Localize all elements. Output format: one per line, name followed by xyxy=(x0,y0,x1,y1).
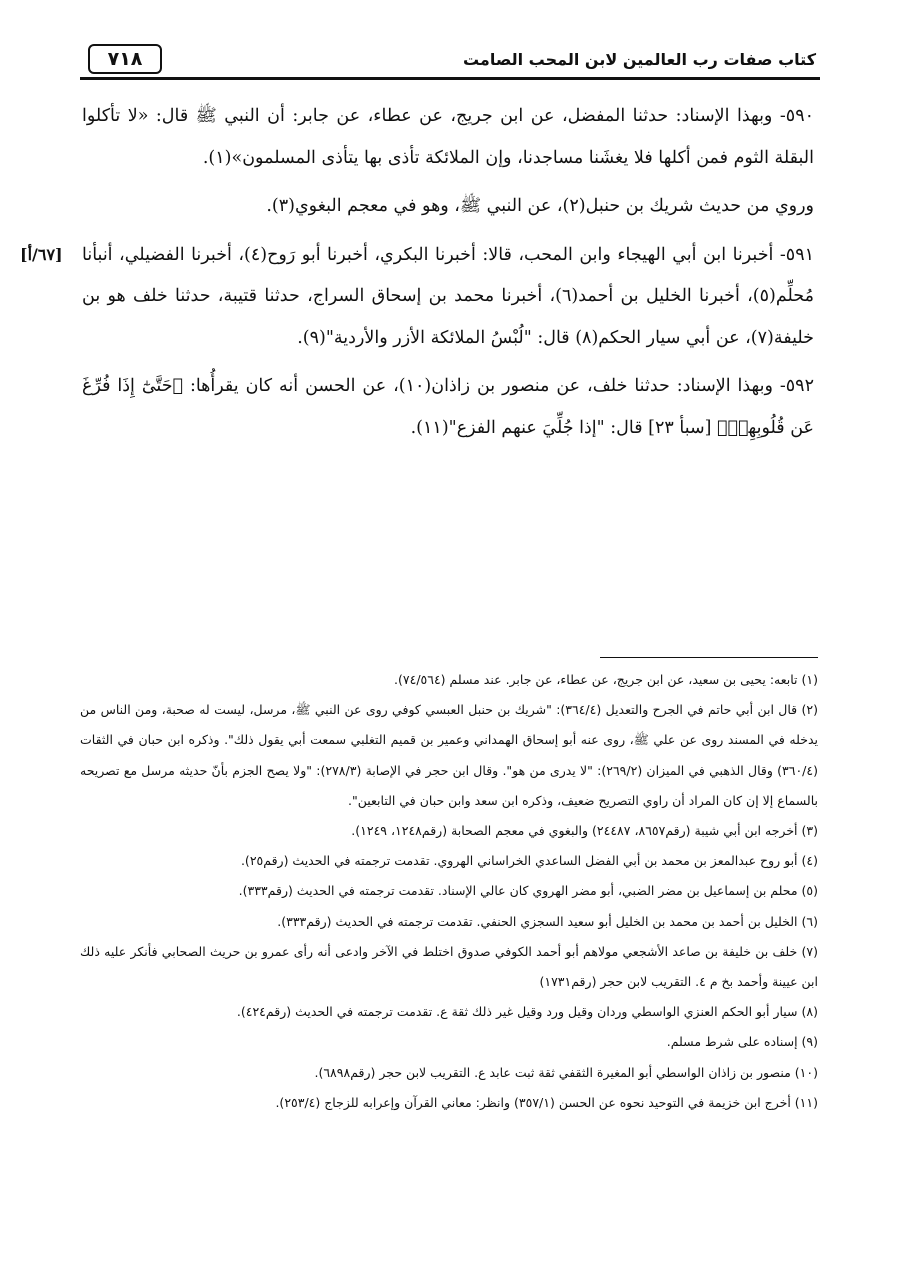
hadith-590: ٥٩٠- وبهذا الإسناد: حدثنا المفضل، عن ابن جريج، عن عطاء، عن جابر: أن النبي ﷺ قال: «لا تأكلوا البقلة الثوم فمن أكلها فلا يغشَنا مساجدنا، وإن الملائكة تأذى بها يتأذى المسلمون»(١). xyxy=(82,106,814,168)
main-text xyxy=(82,96,814,456)
footnote-1: (١) تابعه: يحيى بن سعيد، عن ابن جريج، عن عطاء، عن جابر. عند مسلم (٧٤/٥٦٤). xyxy=(394,672,818,687)
footnote-11: (١١) أخرج ابن خزيمة في التوحيد نحوه عن الحسن (٣٥٧/١) وانظر: معاني القرآن وإعرابه للزجاج (٢٥٣/٤). xyxy=(275,1094,818,1110)
hadith-592: ٥٩٢- وبهذا الإسناد: حدثنا خلف، عن منصور بن زاذان(١٠)، عن الحسن أنه كان يقرأُها: ﴿حَتَّىٰٓ إِذَا فُرِّغَ عَن قُلُوبِهِمۡ﴾ [سبأ ٢٣] قال: "إذا جُلِّيَ عنهم الفزع"(١١). xyxy=(82,376,814,438)
page-number: ٧١٨ xyxy=(88,44,162,74)
running-title: كتاب صفات رب العالمين لابن المحب الصامت xyxy=(462,50,816,69)
page-header xyxy=(80,38,820,80)
footnote-6: (٦) الخليل بن أحمد بن محمد بن الخليل أبو سعيد السجزي الحنفي. تقدمت ترجمته في الحديث (رقم٣٣٣). xyxy=(277,913,818,929)
header-rule xyxy=(80,77,820,80)
footnote-8: (٨) سيار أبو الحكم العنزي الواسطي وردان وقيل ورد وقيل غير ذلك ثقة ع. تقدمت ترجمته في الحديث (رقم٤٢٤). xyxy=(236,1004,818,1020)
hadith-591: ٥٩١- أخبرنا ابن أبي الهيجاء وابن المحب، قالا: أخبرنا البكري، أخبرنا أبو رَوح(٤)، أخبرنا الفضيلي، أنبأنا مُحلِّم(٥)، أخبرنا الخليل بن أحمد(٦)، أخبرنا محمد بن إسحاق السراج، حدثنا قتيبة، حدثنا خلف هو بن خليفة(٧)، عن أبي سيار الحكم(٨) قال: "لُبْسُ الملائكة الأزر والأردية"(٩). xyxy=(82,244,814,348)
footnote-3: (٣) أخرجه ابن أبي شيبة (رقم٨٦٥٧، ٢٤٤٨٧) والبغوي في معجم الصحابة (رقم١٢٤٨، ١٢٤٩). xyxy=(351,823,818,839)
footnote-separator xyxy=(600,657,818,658)
footnote-5: (٥) محلم بن إسماعيل بن مضر الضبي، أبو مضر الهروي كان عالي الإسناد. تقدمت ترجمته في الحديث (رقم٣٣٣). xyxy=(238,883,818,899)
footnote-9: (٩) إسناده على شرط مسلم. xyxy=(666,1034,818,1050)
footnote-4: (٤) أبو روح عبدالمعز بن محمد بن أبي الفضل الساعدي الخراساني الهروي. تقدمت ترجمته في الحديث (رقم٢٥). xyxy=(240,853,818,869)
note-sharik: وروي من حديث شريك بن حنبل(٢)، عن النبي ﷺ، وهو في معجم البغوي(٣). xyxy=(266,196,814,216)
footnote-2: (٢) قال ابن أبي حاتم في الجرح والتعديل (٣٦٤/٤): "شريك بن حنبل العبسي كوفي روى عن النبي ﷺ، مرسل، ليست له صحبة، ومن الناس من يدخله في المسند روى عن علي ﷺ، روى عنه أبو إسحاق الهمداني وعمير بن قميم التغلبي سمعت أبي يقول ذلك". وذكره ابن حبان في الثقات (٣٦٠/٤) وقال الذهبي في الميزان (٢٦٩/٢): "لا يدرى من هو". وقال ابن حجر في الإصابة (٢٧٨/٣): "ولا يصح الجزم بأنّ حديثه مرسل مع تصريحه بالسماع إلا إن كان المراد أن راوي التصريح ضعيف، وذكره ابن سعد وابن حبان في التابعين". xyxy=(80,702,818,808)
manuscript-folio-marker: [٦٧/أ] xyxy=(20,245,63,264)
footnote-7: (٧) خلف بن خليفة بن صاعد الأشجعي مولاهم أبو أحمد الكوفي صدوق اختلط في الآخر وادعى أنه رأى عمرو بن حريث الصحابي فأنكر عليه ذلك ابن عيينة وأحمد بخ م ٤. التقريب لابن حجر (رقم١٧٣١) xyxy=(80,943,818,990)
footnotes xyxy=(80,665,818,1118)
footnote-10: (١٠) منصور بن زاذان الواسطي أبو المغيرة الثقفي ثقة ثبت عابد ع. التقريب لابن حجر (رقم٦٨٩٨). xyxy=(314,1064,818,1080)
